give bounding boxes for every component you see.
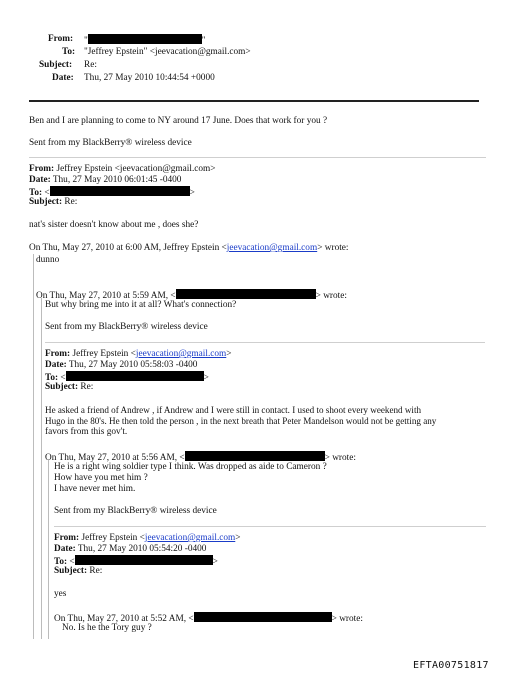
quoted-date: Date: Thu, 27 May 2010 05:54:20 -0400	[54, 544, 207, 554]
quoted-signature: Sent from my BlackBerry® wireless device	[54, 506, 217, 516]
redaction-block	[50, 186, 190, 196]
separator	[54, 526, 486, 527]
quoted-to: To: < >	[54, 557, 218, 567]
redaction-block	[194, 612, 332, 622]
from-value	[84, 34, 206, 48]
redaction-block	[185, 451, 325, 461]
quote-bar	[41, 298, 42, 639]
quoted-date: Date: Thu, 27 May 2010 06:01:45 -0400	[29, 175, 182, 185]
quoted-to: To: < >	[45, 373, 209, 383]
date-label: Date:	[52, 73, 74, 83]
quoted-subject: Subject: Re:	[45, 382, 94, 392]
quoted-reply: dunno	[36, 255, 60, 265]
quoted-body-line: Hugo in the 80's. He then told the person , in the next breath that Peter Mandelson would not be getting any	[45, 416, 437, 426]
quoted-subject: Subject: Re:	[29, 197, 78, 207]
redaction-block	[66, 371, 204, 381]
from-label: From:	[48, 34, 74, 44]
quoted-body: yes	[54, 589, 67, 599]
quoted-subject: Subject: Re:	[54, 566, 103, 576]
redaction-block	[75, 555, 213, 565]
quoted-attribution: On Thu, May 27, 2010 at 5:59 AM, < > wrote:	[36, 291, 347, 301]
quote-bar	[33, 254, 34, 639]
from-quote-open: "	[84, 36, 88, 46]
quoted-attribution: On Thu, May 27, 2010 at 6:00 AM, Jeffrey Epstein <jeevacation@gmail.com> wrote:	[29, 243, 349, 253]
quoted-to: To: < >	[29, 188, 195, 198]
bates-number: EFTA00751817	[413, 660, 489, 671]
quoted-from: From: Jeffrey Epstein <jeevacation@gmail.com>	[54, 533, 241, 543]
email-link[interactable]: jeevacation@gmail.com	[226, 243, 318, 253]
quoted-attribution: On Thu, May 27, 2010 at 5:56 AM, < > wrote:	[45, 453, 356, 463]
quoted-body: No. Is he the Tory guy ?	[62, 623, 152, 633]
to-label: To:	[62, 47, 76, 57]
redaction-block	[88, 34, 202, 44]
quoted-body: But why bring me into it at all? What's connection?	[45, 300, 237, 310]
subject-value: Re:	[84, 60, 97, 70]
redaction-block	[176, 289, 316, 299]
separator	[45, 342, 485, 343]
header-divider	[29, 100, 479, 102]
quoted-body-line: favors from this gov't.	[45, 427, 128, 437]
message-signature: Sent from my BlackBerry® wireless device	[29, 138, 192, 148]
to-value: "Jeffrey Epstein" <jeevacation@gmail.com>	[84, 47, 251, 57]
quoted-body-line: How have you met him ?	[54, 473, 148, 483]
email-link[interactable]: jeevacation@gmail.com	[135, 349, 227, 359]
separator	[29, 157, 486, 158]
quoted-from: From: Jeffrey Epstein <jeevacation@gmail.com>	[45, 349, 232, 359]
quoted-attribution: On Thu, May 27, 2010 at 5:52 AM, < > wrote:	[54, 614, 363, 624]
quoted-body-line: I have never met him.	[54, 484, 136, 494]
quoted-signature: Sent from my BlackBerry® wireless device	[45, 322, 208, 332]
quoted-body-line: He asked a friend of Andrew , if Andrew and I were still in contact. I used to shoot every weekend with	[45, 405, 422, 415]
quoted-body-line: He is a right wing soldier type I think. Was dropped as aide to Cameron ?	[54, 462, 327, 472]
date-value: Thu, 27 May 2010 10:44:54 +0000	[84, 73, 215, 83]
quoted-body: nat's sister doesn't know about me , does she?	[29, 220, 199, 230]
email-link[interactable]: jeevacation@gmail.com	[144, 533, 236, 543]
message-body: Ben and I are planning to come to NY around 17 June. Does that work for you ?	[29, 116, 328, 126]
from-quote-close: "	[201, 36, 206, 46]
subject-label: Subject:	[39, 60, 73, 70]
quoted-date: Date: Thu, 27 May 2010 05:58:03 -0400	[45, 360, 198, 370]
quoted-from: From: Jeffrey Epstein <jeevacation@gmail.com>	[29, 164, 216, 174]
quote-bar	[48, 460, 49, 639]
